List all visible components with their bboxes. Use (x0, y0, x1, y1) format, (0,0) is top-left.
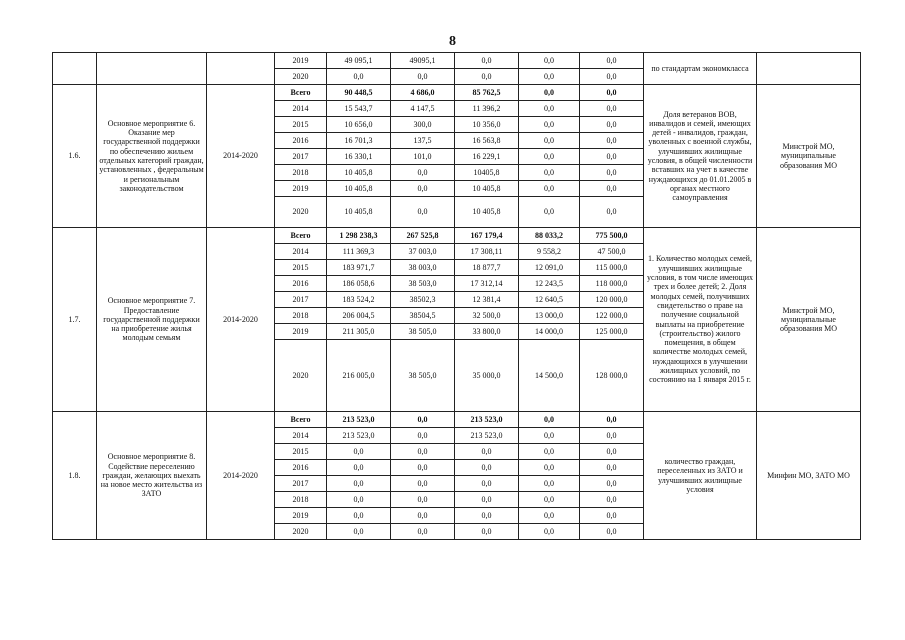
source-3-cell: 88 033,2 (519, 228, 580, 244)
source-3-cell: 0,0 (519, 508, 580, 524)
year-cell: Всего (275, 228, 327, 244)
source-2-cell: 0,0 (455, 492, 519, 508)
source-4-cell: 122 000,0 (580, 308, 644, 324)
source-1-cell: 38504,5 (391, 308, 455, 324)
measure-number-cell: 1.7. (53, 228, 97, 412)
source-2-cell: 213 523,0 (455, 412, 519, 428)
table-row (53, 85, 861, 101)
source-1-cell: 38 503,0 (391, 276, 455, 292)
total-cell: 211 305,0 (327, 324, 391, 340)
source-1-cell: 0,0 (391, 492, 455, 508)
year-cell: 2017 (275, 149, 327, 165)
total-cell: 183 524,2 (327, 292, 391, 308)
indicator-cell: 1. Количество молодых семей, улучшивших жилищные условия, в том числе имеющих трех и более детей; 2. Доля молодых семей, получивших свидетельство о праве на получение социальной выплаты на приобретение (строительство) жилого помещения, в общем количестве молодых семей, нуждающихся в улучшении жилищных условий, по состоянию на 1 января 2015 г. (644, 228, 757, 412)
source-1-cell: 49095,1 (391, 53, 455, 69)
responsible-cell: Минстрой МО, муниципальные образования МО (757, 85, 861, 228)
year-cell: 2016 (275, 276, 327, 292)
total-cell: 183 971,7 (327, 260, 391, 276)
source-3-cell: 0,0 (519, 165, 580, 181)
total-cell: 213 523,0 (327, 412, 391, 428)
year-cell: 2017 (275, 476, 327, 492)
total-cell: 0,0 (327, 476, 391, 492)
year-cell: 2016 (275, 460, 327, 476)
total-cell: 213 523,0 (327, 428, 391, 444)
source-3-cell: 0,0 (519, 524, 580, 540)
source-4-cell: 0,0 (580, 149, 644, 165)
measure-name-cell: Основное мероприятие 7. Предоставление государственной поддержки на приобретение жилья молодым семьям (97, 228, 207, 412)
source-3-cell: 0,0 (519, 85, 580, 101)
source-2-cell: 12 381,4 (455, 292, 519, 308)
source-4-cell: 0,0 (580, 412, 644, 428)
source-1-cell: 0,0 (391, 476, 455, 492)
source-1-cell: 101,0 (391, 149, 455, 165)
responsible-cell: Минстрой МО, муниципальные образования МО (757, 228, 861, 412)
source-4-cell: 0,0 (580, 492, 644, 508)
source-2-cell: 10 405,8 (455, 181, 519, 197)
source-4-cell: 120 000,0 (580, 292, 644, 308)
source-1-cell: 4 686,0 (391, 85, 455, 101)
source-4-cell: 125 000,0 (580, 324, 644, 340)
responsible-cell (757, 53, 861, 85)
source-4-cell: 0,0 (580, 133, 644, 149)
source-4-cell: 0,0 (580, 53, 644, 69)
total-cell: 90 448,5 (327, 85, 391, 101)
source-1-cell: 38 505,0 (391, 324, 455, 340)
total-cell: 16 330,1 (327, 149, 391, 165)
source-1-cell: 4 147,5 (391, 101, 455, 117)
total-cell: 0,0 (327, 460, 391, 476)
source-3-cell: 13 000,0 (519, 308, 580, 324)
source-3-cell: 0,0 (519, 428, 580, 444)
year-cell: Всего (275, 85, 327, 101)
responsible-cell: Минфин МО, ЗАТО МО (757, 412, 861, 540)
source-4-cell: 775 500,0 (580, 228, 644, 244)
year-cell: 2016 (275, 133, 327, 149)
source-4-cell: 0,0 (580, 460, 644, 476)
total-cell: 16 701,3 (327, 133, 391, 149)
year-cell: Всего (275, 412, 327, 428)
total-cell: 15 543,7 (327, 101, 391, 117)
total-cell: 49 095,1 (327, 53, 391, 69)
year-cell: 2020 (275, 69, 327, 85)
source-2-cell: 17 308,11 (455, 244, 519, 260)
source-1-cell: 0,0 (391, 428, 455, 444)
year-cell: 2014 (275, 244, 327, 260)
source-2-cell: 32 500,0 (455, 308, 519, 324)
table-row (53, 412, 861, 428)
source-2-cell: 33 800,0 (455, 324, 519, 340)
source-2-cell: 10 405,8 (455, 197, 519, 228)
total-cell: 216 005,0 (327, 340, 391, 412)
page-number: 8 (449, 34, 456, 49)
source-2-cell: 85 762,5 (455, 85, 519, 101)
source-3-cell: 14 500,0 (519, 340, 580, 412)
source-1-cell: 0,0 (391, 69, 455, 85)
source-2-cell: 16 229,1 (455, 149, 519, 165)
total-cell: 10 656,0 (327, 117, 391, 133)
measure-name-cell: Основное мероприятие 6. Оказание мер государственной поддержки по обеспечению жильем отдельных категорий граждан, установленных , федеральным и региональным законодательством (97, 85, 207, 228)
source-4-cell: 0,0 (580, 69, 644, 85)
total-cell: 186 058,6 (327, 276, 391, 292)
source-1-cell: 0,0 (391, 460, 455, 476)
total-cell: 10 405,8 (327, 181, 391, 197)
table-body (53, 53, 861, 540)
measure-number-cell (53, 53, 97, 85)
source-2-cell: 0,0 (455, 460, 519, 476)
source-3-cell: 12 640,5 (519, 292, 580, 308)
measure-name-cell: Основное мероприятие 8. Содействие переселению граждан, желающих выехать на новое место жительства из ЗАТО (97, 412, 207, 540)
source-1-cell: 0,0 (391, 165, 455, 181)
total-cell: 0,0 (327, 69, 391, 85)
year-cell: 2018 (275, 492, 327, 508)
source-2-cell: 167 179,4 (455, 228, 519, 244)
table-row (53, 228, 861, 244)
source-2-cell: 0,0 (455, 524, 519, 540)
total-cell: 10 405,8 (327, 165, 391, 181)
source-1-cell: 267 525,8 (391, 228, 455, 244)
source-3-cell: 0,0 (519, 197, 580, 228)
source-3-cell: 0,0 (519, 444, 580, 460)
source-3-cell: 0,0 (519, 69, 580, 85)
source-3-cell: 14 000,0 (519, 324, 580, 340)
program-table (52, 52, 861, 540)
period-cell (207, 53, 275, 85)
year-cell: 2019 (275, 508, 327, 524)
source-3-cell: 0,0 (519, 492, 580, 508)
source-2-cell: 10 356,0 (455, 117, 519, 133)
source-2-cell: 213 523,0 (455, 428, 519, 444)
total-cell: 0,0 (327, 492, 391, 508)
year-cell: 2020 (275, 340, 327, 412)
source-2-cell: 11 396,2 (455, 101, 519, 117)
year-cell: 2020 (275, 524, 327, 540)
source-1-cell: 38 003,0 (391, 260, 455, 276)
source-4-cell: 0,0 (580, 476, 644, 492)
source-4-cell: 0,0 (580, 101, 644, 117)
table-row (53, 53, 861, 69)
year-cell: 2019 (275, 53, 327, 69)
year-cell: 2015 (275, 444, 327, 460)
source-4-cell: 47 500,0 (580, 244, 644, 260)
period-cell: 2014-2020 (207, 228, 275, 412)
source-3-cell: 0,0 (519, 133, 580, 149)
source-4-cell: 0,0 (580, 524, 644, 540)
source-1-cell: 38502,3 (391, 292, 455, 308)
source-3-cell: 0,0 (519, 149, 580, 165)
source-4-cell: 0,0 (580, 428, 644, 444)
year-cell: 2019 (275, 181, 327, 197)
measure-name-cell (97, 53, 207, 85)
source-1-cell: 0,0 (391, 444, 455, 460)
source-3-cell: 0,0 (519, 460, 580, 476)
source-3-cell: 0,0 (519, 53, 580, 69)
source-2-cell: 0,0 (455, 444, 519, 460)
period-cell: 2014-2020 (207, 85, 275, 228)
source-1-cell: 0,0 (391, 197, 455, 228)
source-4-cell: 0,0 (580, 165, 644, 181)
total-cell: 0,0 (327, 444, 391, 460)
source-2-cell: 0,0 (455, 508, 519, 524)
source-3-cell: 0,0 (519, 412, 580, 428)
source-3-cell: 12 091,0 (519, 260, 580, 276)
source-2-cell: 0,0 (455, 476, 519, 492)
indicator-cell: по стандартам экономкласса (644, 53, 757, 85)
total-cell: 1 298 238,3 (327, 228, 391, 244)
total-cell: 0,0 (327, 524, 391, 540)
total-cell: 10 405,8 (327, 197, 391, 228)
year-cell: 2018 (275, 165, 327, 181)
source-2-cell: 16 563,8 (455, 133, 519, 149)
source-4-cell: 128 000,0 (580, 340, 644, 412)
source-1-cell: 0,0 (391, 181, 455, 197)
source-3-cell: 9 558,2 (519, 244, 580, 260)
year-cell: 2017 (275, 292, 327, 308)
source-4-cell: 0,0 (580, 117, 644, 133)
source-1-cell: 300,0 (391, 117, 455, 133)
source-2-cell: 0,0 (455, 69, 519, 85)
year-cell: 2020 (275, 197, 327, 228)
year-cell: 2015 (275, 117, 327, 133)
total-cell: 0,0 (327, 508, 391, 524)
year-cell: 2019 (275, 324, 327, 340)
source-4-cell: 118 000,0 (580, 276, 644, 292)
year-cell: 2018 (275, 308, 327, 324)
source-4-cell: 0,0 (580, 444, 644, 460)
source-1-cell: 0,0 (391, 412, 455, 428)
source-4-cell: 0,0 (580, 197, 644, 228)
indicator-cell: количество граждан, переселенных из ЗАТО и улучшивших жилищные условия (644, 412, 757, 540)
period-cell: 2014-2020 (207, 412, 275, 540)
source-2-cell: 10405,8 (455, 165, 519, 181)
total-cell: 206 004,5 (327, 308, 391, 324)
indicator-cell: Доля ветеранов ВОВ, инвалидов и семей, имеющих детей - инвалидов, граждан, уволенных с военной службы, улучшивших жилищные условия, в общей численности вставших на учет в качестве нуждающихся до 01.01.2005 в органах местного самоуправления (644, 85, 757, 228)
source-1-cell: 0,0 (391, 524, 455, 540)
source-1-cell: 137,5 (391, 133, 455, 149)
source-1-cell: 37 003,0 (391, 244, 455, 260)
source-2-cell: 35 000,0 (455, 340, 519, 412)
year-cell: 2014 (275, 101, 327, 117)
source-4-cell: 115 000,0 (580, 260, 644, 276)
year-cell: 2014 (275, 428, 327, 444)
source-3-cell: 0,0 (519, 476, 580, 492)
source-3-cell: 12 243,5 (519, 276, 580, 292)
source-3-cell: 0,0 (519, 181, 580, 197)
source-2-cell: 0,0 (455, 53, 519, 69)
source-4-cell: 0,0 (580, 181, 644, 197)
source-4-cell: 0,0 (580, 508, 644, 524)
measure-number-cell: 1.8. (53, 412, 97, 540)
source-3-cell: 0,0 (519, 101, 580, 117)
year-cell: 2015 (275, 260, 327, 276)
source-4-cell: 0,0 (580, 85, 644, 101)
source-2-cell: 18 877,7 (455, 260, 519, 276)
source-1-cell: 0,0 (391, 508, 455, 524)
source-3-cell: 0,0 (519, 117, 580, 133)
source-2-cell: 17 312,14 (455, 276, 519, 292)
total-cell: 111 369,3 (327, 244, 391, 260)
measure-number-cell: 1.6. (53, 85, 97, 228)
source-1-cell: 38 505,0 (391, 340, 455, 412)
